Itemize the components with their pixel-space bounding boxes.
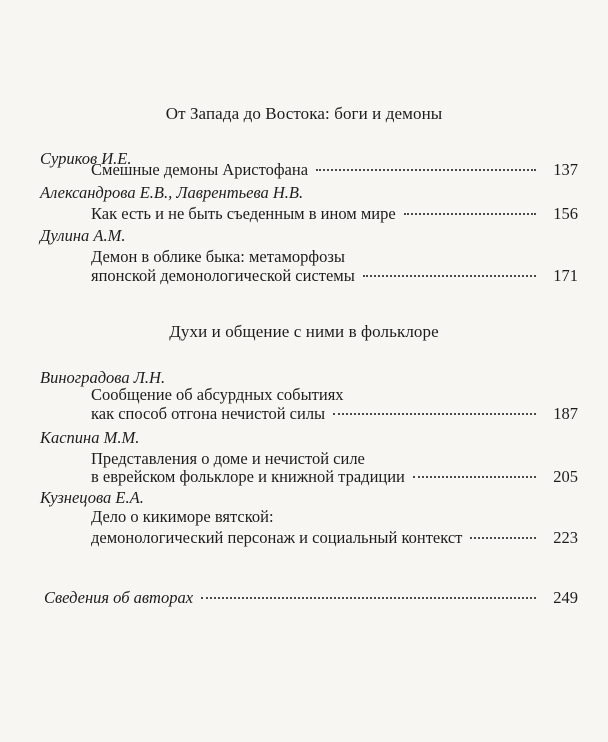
about-authors-label: Сведения об авторах: [44, 588, 194, 607]
toc-entry-line: [91, 507, 578, 527]
section-title: От Запада до Востока: боги и демоны: [165, 104, 443, 123]
toc-entry-line: [91, 385, 578, 405]
entry-author: Каспина М.М.: [40, 428, 140, 447]
entry-title: Дело о кикиморе вятской:: [91, 507, 274, 526]
page-number: 205: [553, 467, 578, 486]
toc-entry-line[interactable]: [91, 266, 578, 286]
dot-leader: [333, 413, 536, 415]
toc-entry-line[interactable]: [91, 528, 578, 548]
page-number: 187: [553, 404, 578, 423]
page-number: 223: [553, 528, 578, 547]
toc-entry-line: [91, 247, 578, 267]
entry-title: Как есть и не быть съеденным в ином мире: [91, 204, 396, 223]
page-number: 171: [553, 266, 578, 285]
dot-leader: [363, 275, 536, 277]
entry-title: японской демонологической системы: [91, 266, 355, 285]
page-number: 249: [553, 588, 578, 607]
entry-author: Виноградова Л.Н.: [40, 368, 166, 387]
entry-author: Кузнецова Е.А.: [40, 488, 144, 507]
toc-entry-line: [91, 449, 578, 469]
dot-leader: [404, 213, 536, 215]
entry-title: демонологический персонаж и социальный контекст: [91, 528, 463, 547]
toc-entry-line[interactable]: [44, 588, 578, 608]
dot-leader: [201, 597, 536, 599]
entry-title: Сообщение об абсурдных событиях: [91, 385, 344, 404]
dot-leader: [413, 476, 536, 478]
entry-title: как способ отгона нечистой силы: [91, 404, 326, 423]
toc-entry-line[interactable]: [91, 204, 578, 224]
dot-leader: [316, 169, 536, 171]
toc-entry-line[interactable]: [91, 160, 578, 180]
entry-title: в еврейском фольклоре и книжной традиции: [91, 467, 405, 486]
entry-title: Представления о доме и нечистой силе: [91, 449, 365, 468]
entry-title: Смешные демоны Аристофана: [91, 160, 309, 179]
page-number: 137: [553, 160, 578, 179]
section-title: Духи и общение с ними в фольклоре: [169, 322, 439, 341]
toc-entry-line[interactable]: [91, 467, 578, 487]
dot-leader: [470, 537, 536, 539]
entry-author: Суриков И.Е.: [40, 149, 132, 168]
page-number: 156: [553, 204, 578, 223]
toc-entry-line[interactable]: [91, 404, 578, 424]
entry-author: Александрова Е.В., Лаврентьева Н.В.: [40, 183, 304, 202]
entry-title: Демон в облике быка: метаморфозы: [91, 247, 345, 266]
entry-author: Дулина А.М.: [40, 226, 126, 245]
